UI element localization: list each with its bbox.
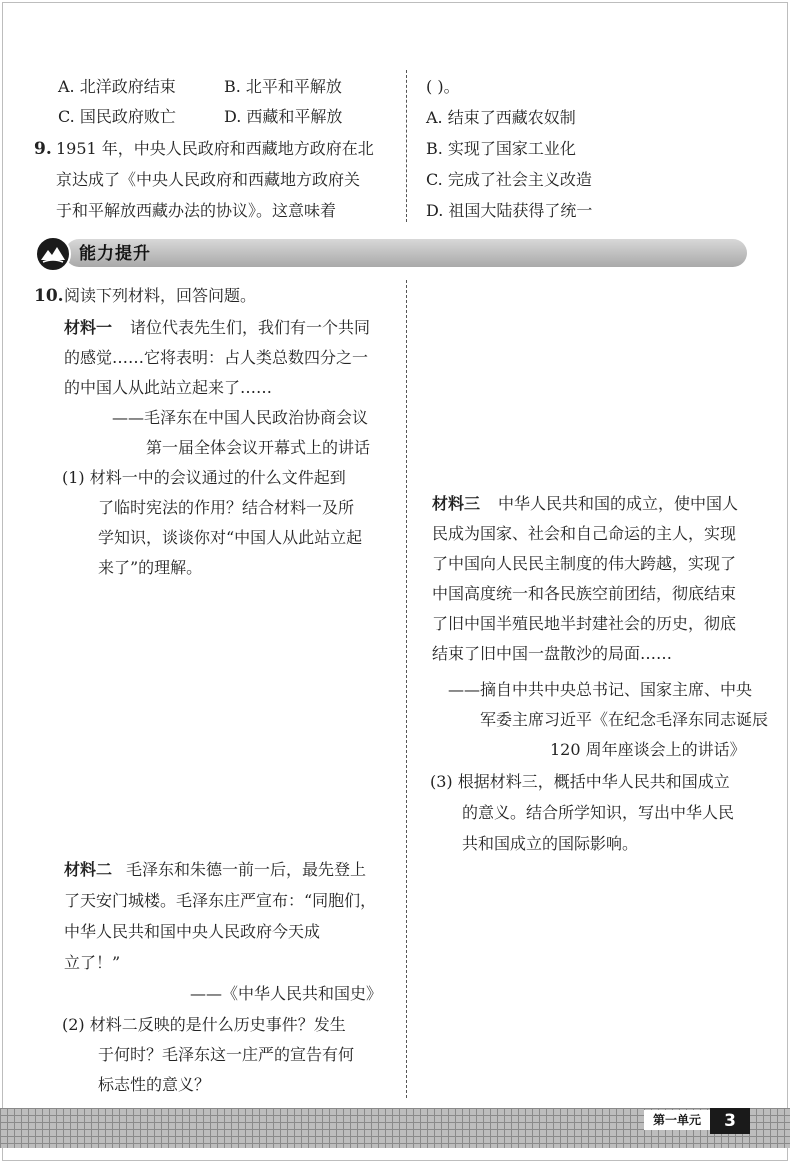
- q9-option-c: C. 完成了社会主义改造: [426, 170, 592, 189]
- material2-label: 材料二: [64, 860, 113, 879]
- material2-line: 立了！”: [64, 953, 121, 972]
- material1-source: ——毛泽东在中国人民政治协商会议: [112, 408, 369, 427]
- sub1-line: 来了”的理解。: [98, 558, 203, 577]
- material3-line: 了中国向人民民主制度的伟大跨越，实现了: [432, 554, 737, 573]
- banner-bar: [65, 239, 747, 267]
- material2-line: 了天安门城楼。毛泽东庄严宣布：“同胞们，: [64, 891, 377, 910]
- material3-line: 了旧中国半殖民地半封建社会的历史，彻底: [432, 614, 737, 633]
- page-number: 3: [710, 1108, 750, 1134]
- sub1-line: (1) 材料一中的会议通过的什么文件起到: [62, 468, 346, 487]
- q8-option-d: D. 西藏和平解放: [224, 107, 343, 126]
- material3-source: 120 周年座谈会上的讲话》: [550, 740, 746, 759]
- material3-label: 材料三: [432, 494, 481, 513]
- material3-line: 结束了旧中国一盘散沙的局面……: [432, 644, 673, 663]
- unit-label: 第一单元: [644, 1110, 710, 1130]
- material1-label: 材料一: [64, 318, 113, 337]
- q8-option-c: C. 国民政府败亡: [58, 107, 176, 126]
- sub2-line: (2) 材料二反映的是什么历史事件？发生: [62, 1015, 346, 1034]
- material3-source: ——摘自中共中央总书记、国家主席、中央: [448, 680, 753, 699]
- q9-number: 9.: [34, 139, 52, 159]
- sub2-line: 标志性的意义？: [98, 1075, 211, 1094]
- section-title: 能力提升: [79, 244, 151, 264]
- material1-line: 的中国人从此站立起来了……: [64, 378, 273, 397]
- mountain-icon: [35, 236, 71, 272]
- q9-option-b: B. 实现了国家工业化: [426, 139, 576, 158]
- sub1-line: 学知识，谈谈你对“中国人从此站立起: [98, 528, 363, 547]
- sub3-line: (3) 根据材料三，概括中华人民共和国成立: [430, 772, 730, 791]
- sub3-line: 的意义。结合所学知识，写出中华人民: [462, 803, 735, 822]
- material3-line: 中华人民共和国的成立，使中国人: [498, 494, 739, 513]
- material2-line: 中华人民共和国中央人民政府今天成: [64, 922, 321, 941]
- q9-stem-line: 1951 年，中央人民政府和西藏地方政府在北: [56, 139, 374, 158]
- q8-option-a: A. 北洋政府结束: [58, 77, 176, 96]
- material2-source: ——《中华人民共和国史》: [190, 984, 383, 1003]
- sub1-line: 了临时宪法的作用？结合材料一及所: [98, 498, 355, 517]
- material2-line: 毛泽东和朱德一前一后，最先登上: [126, 860, 367, 879]
- material3-source: 军委主席习近平《在纪念毛泽东同志诞辰: [480, 710, 769, 729]
- material1-source: 第一届全体会议开幕式上的讲话: [146, 438, 371, 457]
- q9-option-a: A. 结束了西藏农奴制: [426, 108, 576, 127]
- q9-answer-blank: ( )。: [426, 77, 460, 96]
- q9-option-d: D. 祖国大陆获得了统一: [426, 201, 593, 220]
- column-divider: [406, 280, 407, 1098]
- q10-number: 10.: [34, 286, 64, 306]
- material3-line: 中国高度统一和各民族空前团结，彻底结束: [432, 584, 737, 603]
- q9-stem-line: 于和平解放西藏办法的协议》。这意味着: [56, 201, 337, 220]
- sub3-line: 共和国成立的国际影响。: [462, 834, 639, 853]
- material1-line: 诸位代表先生们，我们有一个共同: [130, 318, 371, 337]
- material1-line: 的感觉……它将表明：占人类总数四分之一: [64, 348, 369, 367]
- q10-intro: 阅读下列材料，回答问题。: [64, 286, 257, 305]
- q9-stem-line: 京达成了《中央人民政府和西藏地方政府关: [56, 170, 361, 189]
- column-divider: [406, 70, 407, 222]
- sub2-line: 于何时？毛泽东这一庄严的宣告有何: [98, 1045, 355, 1064]
- material3-line: 民成为国家、社会和自己命运的主人，实现: [432, 524, 737, 543]
- q8-option-b: B. 北平和平解放: [224, 77, 342, 96]
- section-banner: [35, 236, 747, 272]
